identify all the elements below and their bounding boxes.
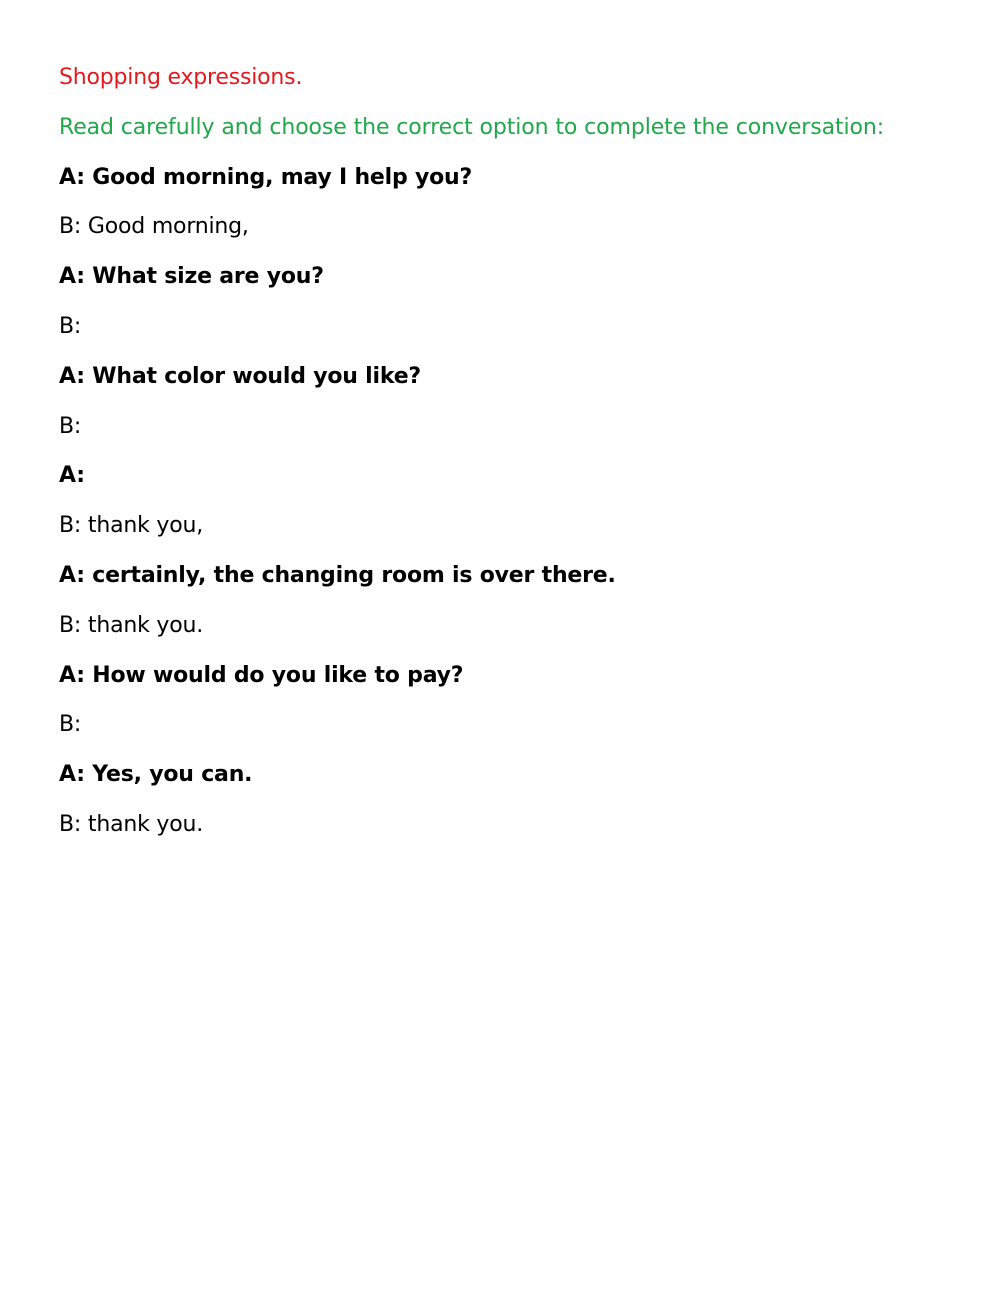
dialogue-line-a: A: How would do you like to pay?: [59, 662, 464, 688]
dialogue-line-b: B: thank you,: [59, 513, 204, 539]
dialogue-line-a: A: What size are you?: [59, 264, 324, 290]
instruction-text: Read carefully and choose the correct option to complete the conversation:: [59, 114, 885, 140]
dialogue-line-b: B: thank you.: [59, 612, 204, 638]
dialogue-line-b: B:: [59, 313, 82, 339]
dialogue-line-a: A: Yes, you can.: [59, 762, 253, 788]
dialogue-line-b: B:: [59, 712, 82, 738]
dialogue-line-b: B:: [59, 413, 82, 439]
worksheet-title: Shopping expressions.: [59, 65, 303, 90]
worksheet: [59, 58, 959, 855]
dialogue-line-a: A:: [59, 463, 85, 489]
dialogue-line-b: B: Good morning,: [59, 214, 249, 240]
dialogue-line-b: B: thank you.: [59, 811, 204, 837]
dialogue-line-a: A: certainly, the changing room is over there.: [59, 562, 616, 588]
dialogue-line-a: A: What color would you like?: [59, 363, 421, 389]
dialogue-line-a: A: Good morning, may I help you?: [59, 164, 473, 190]
